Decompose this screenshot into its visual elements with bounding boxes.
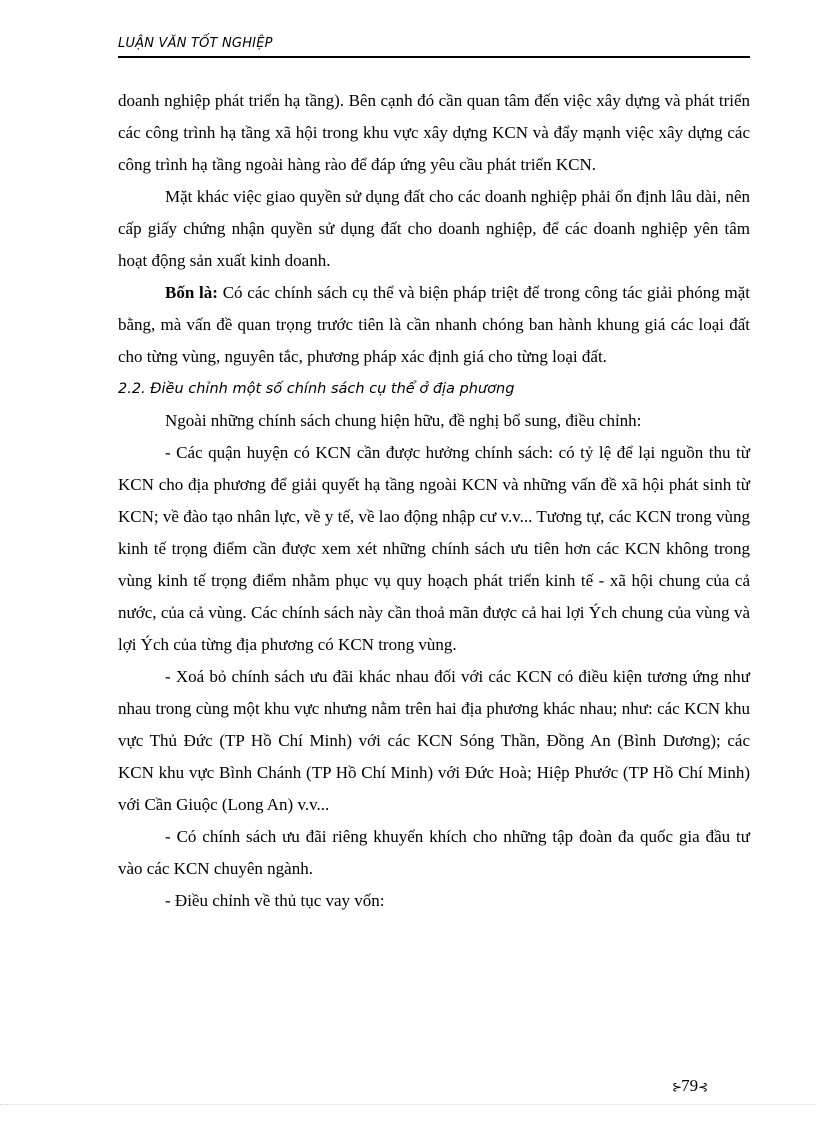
paragraph-continuation: doanh nghiệp phát triển hạ tầng). Bên cạnh đó cần quan tâm đến việc xây dựng và phát triển các công trình hạ tầng xã hội trong khu vực xây dựng KCN và đẩy mạnh việc xây dựng các công trình hạ tầng ngoài hàng rào để đáp ứng yêu cầu phát triển KCN.: [118, 91, 750, 174]
page-footer: [672, 1076, 707, 1096]
paragraph-remove-incentives: - Xoá bỏ chính sách ưu đãi khác nhau đối với các KCN có điều kiện tương ứng như nhau trong cùng một khu vực nhưng nằm trên hai địa phương khác nhau; như: các KCN khu vực Thủ Đức (TP Hồ Chí Minh) với các KCN Sóng Thần, Đồng An (Bình Dương); các KCN khu vực Bình Chánh (TP Hồ Chí Minh) với Đức Hoà; Hiệp Phước (TP Hồ Chí Minh) với Cần Giuộc (Long An) v.v...: [118, 667, 750, 814]
fourth-point-text: Có các chính sách cụ thể và biện pháp triệt để trong công tác giải phóng mặt bằng, mà vấn đề quan trọng trước tiên là cần nhanh chóng ban hành khung giá các loại đất cho từng vùng, nguyên tắc, phương pháp xác định giá cho từng loại đất.: [118, 283, 750, 366]
paragraph-district-policy: - Các quận huyện có KCN cần được hưởng chính sách: có tỷ lệ để lại nguồn thu từ KCN cho địa phương để giải quyết hạ tầng ngoài KCN và những vấn đề xã hội phát sinh từ KCN; về đào tạo nhân lực, về y tế, về lao động nhập cư v.v... Tương tự, các KCN trong vùng kinh tế trọng điểm cần được xem xét những chính sách ưu tiên hơn các KCN không trong vùng kinh tế trọng điểm nhằm phục vụ quy hoạch phát triển kinh tế - xã hội chung của cả nước, của cả vùng. Các chính sách này cần thoả mãn được cả hai lợi Ých chung của vùng và lợi Ých của từng địa phương có KCN trong vùng.: [118, 443, 750, 654]
ornament-left-icon: ⊱: [672, 1080, 682, 1094]
page-header: [118, 34, 750, 58]
header-title: LUẬN VĂN TỐT NGHIỆP: [118, 36, 273, 51]
paragraph-fourth-point: [118, 277, 750, 373]
page-bottom-divider: [0, 1104, 816, 1105]
page-number: 79: [681, 1076, 699, 1095]
section-heading: 2.2. Điều chỉnh một số chính sách cụ thể ở địa phương: [118, 381, 515, 397]
paragraph-loan-procedures: - Điều chỉnh về thủ tục vay vốn:: [165, 891, 385, 910]
paragraph-multinational: - Có chính sách ưu đãi riêng khuyến khích cho những tập đoàn đa quốc gia đầu tư vào các KCN chuyên ngành.: [118, 827, 750, 878]
fourth-point-label: Bốn là:: [165, 283, 218, 302]
paragraph-intro: Ngoài những chính sách chung hiện hữu, đề nghị bổ sung, điều chỉnh:: [165, 411, 642, 430]
paragraph-land-use: Mặt khác việc giao quyền sử dụng đất cho các doanh nghiệp phải ổn định lâu dài, nên cấp giấy chứng nhận quyền sử dụng đất cho doanh nghiệp, để các doanh nghiệp yên tâm hoạt động sản xuất kinh doanh.: [118, 187, 750, 270]
ornament-right-icon: ⊰: [698, 1080, 708, 1094]
document-body: [118, 85, 750, 917]
